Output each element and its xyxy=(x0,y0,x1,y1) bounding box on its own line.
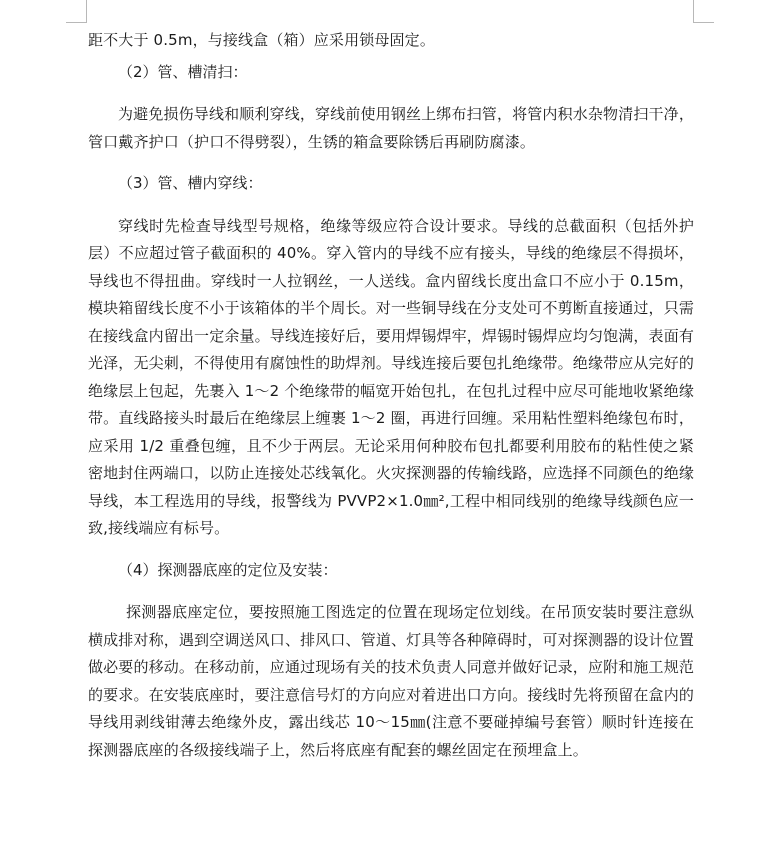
section-heading-wire-threading: （3）管、槽内穿线： xyxy=(118,174,263,192)
section-body-detector-base: 探测器底座定位，要按照施工图选定的位置在现场定位划线。在吊顶安装时要注意纵横成排对称，遇到空调送风口、排风口、管道、灯具等各种障碍时，可对探测器的设计位置做必要的移动。在移动前，应通过现场有关的技术负责人同意并做好记录，应附和施工规范的要求。在安装底座时，要注意信号灯的方向应对着进出口方向。接线时先将预留在盒内的导线用剥线钳薄去绝缘外皮，露出线芯 10～15㎜(注意不要碰掉编号套管）顺时针连接在探测器底座的各级接线端子上，然后将底座有配套的螺丝固定在预埋盒上。 xyxy=(88,603,695,759)
section-heading-detector-base: （4）探测器底座的定位及安装： xyxy=(118,560,338,579)
intro-line: 距不大于 0.5m，与接线盒（箱）应采用锁母固定。 xyxy=(88,31,435,49)
document-body xyxy=(88,27,694,778)
section-body-wire-threading: 穿线时先检查导线型号规格，绝缘等级应符合设计要求。导线的总截面积（包括外护层）不应超过管子截面积的 40%。穿入管内的导线不应有接头，导线的绝缘层不得损坏，导线也不得扭曲。穿线时一人拉钢丝，一人送线。盒内留线长度出盒口不应小于 0.15m，模块箱留线长度不小于该箱体的半个周长。对一些铜导线在分支处可不剪断直接通过，只需在接线盒内留出一定余量。导线连接好后，要用焊锡焊牢，焊锡时锡焊应均匀饱满，表面有光泽，无尖刺，不得使用有腐蚀性的助焊剂。导线连接后要包扎绝缘带。绝缘带应从完好的绝缘层上包起，先裹入 1～2 个绝缘带的幅宽开始包扎，在包扎过程中应尽可能地收紧绝缘带。直线路接头时最后在绝缘层上缠裹 1～2 圈，再进行回缠。采用粘性塑料绝缘包布时，应采用 1/2 重叠包缠，且不少于两层。无论采用何种胶布包扎都要利用胶布的粘性使之紧密地封住两端口，以防止连接处芯线氧化。火灾探测器的传输线路，应选择不同颜色的绝缘导线，本工程选用的导线，报警线为 PVVP2×1.0㎜²,工程中相同线别的绝缘导线颜色应一致,接线端应有标号。 xyxy=(88,216,695,537)
crop-mark-right xyxy=(693,0,714,23)
crop-mark-left xyxy=(66,0,87,23)
section-body-pipe-cleaning: 为避免损伤导线和顺利穿线，穿线前使用钢丝上绑布扫管，将管内积水杂物清扫干净，管口戴齐护口（护口不得劈裂），生锈的箱盒要除锈后再刷防腐漆。 xyxy=(88,105,694,151)
section-heading-pipe-cleaning: （2）管、槽清扫： xyxy=(118,62,248,81)
